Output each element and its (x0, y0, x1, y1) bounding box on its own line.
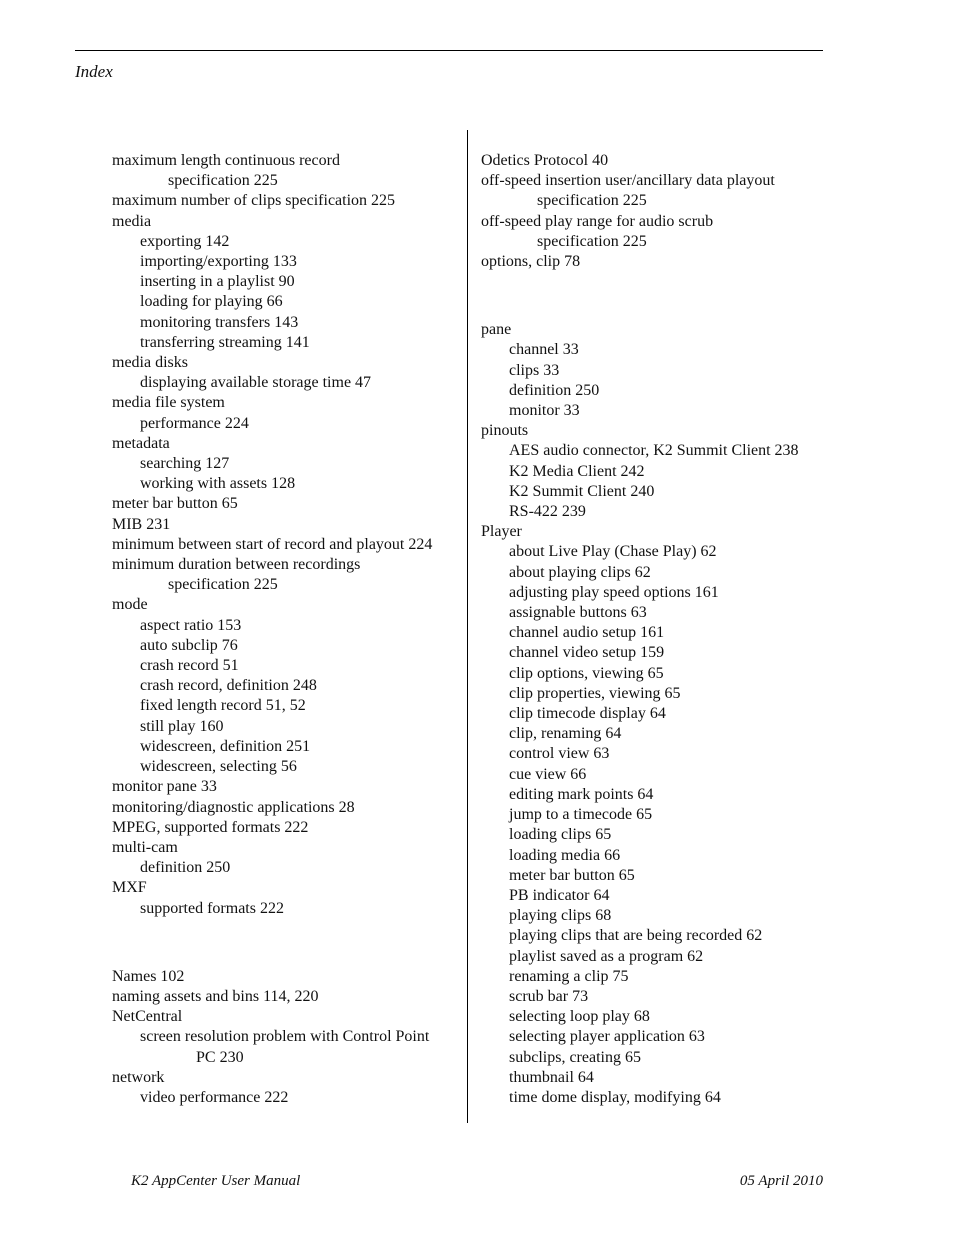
index-subentry: crash record, definition 248 (140, 677, 317, 695)
index-entry: monitor pane 33 (112, 778, 217, 796)
index-subentry: widescreen, selecting 56 (140, 758, 297, 776)
index-subentry: specification 225 (537, 232, 647, 250)
index-subentry: meter bar button 65 (509, 866, 635, 884)
index-entry: options, clip 78 (481, 253, 581, 271)
index-entry: naming assets and bins 114, 220 (112, 987, 319, 1005)
index-subentry: loading clips 65 (509, 826, 612, 844)
index-entry: off-speed play range for audio scrub (481, 212, 714, 230)
index-subentry: time dome display, modifying 64 (509, 1088, 721, 1106)
index-subentry: supported formats 222 (140, 899, 284, 917)
index-subentry: loading media 66 (509, 846, 621, 864)
column-divider (467, 130, 468, 1123)
index-entry: metadata (112, 434, 170, 452)
index-entry: MXF (112, 879, 147, 897)
index-entry: MIB 231 (112, 515, 171, 533)
section-gap (481, 272, 841, 320)
index-subentry: jump to a timecode 65 (509, 806, 653, 824)
index-entry: Player (481, 523, 522, 541)
index-column-right (481, 151, 841, 1108)
header-rule (75, 50, 823, 51)
footer-date: 05 April 2010 (739, 1173, 823, 1189)
index-subentry: channel 33 (509, 341, 579, 359)
index-subentry: clip, renaming 64 (509, 725, 622, 743)
index-subentry: widescreen, definition 251 (140, 737, 311, 755)
index-subentry: AES audio connector, K2 Summit Client 238 (509, 442, 799, 460)
index-subentry: playing clips that are being recorded 62 (509, 927, 763, 945)
index-subentry: aspect ratio 153 (140, 616, 242, 634)
index-subentry: specification 225 (168, 576, 278, 594)
index-subentry: fixed length record 51, 52 (140, 697, 306, 715)
index-subentry: video performance 222 (140, 1088, 289, 1106)
index-subentry: specification 225 (537, 192, 647, 210)
index-subentry: selecting loop play 68 (509, 1008, 650, 1026)
index-entry: pane (481, 321, 512, 339)
index-subentry: loading for playing 66 (140, 293, 283, 311)
index-entry: mode (112, 596, 148, 614)
index-subentry: performance 224 (140, 414, 249, 432)
index-subentry: importing/exporting 133 (140, 253, 297, 271)
index-subentry: definition 250 (509, 381, 600, 399)
footer-manual-title: K2 AppCenter User Manual (131, 1173, 301, 1189)
index-entry: media (112, 212, 152, 230)
index-subentry: crash record 51 (140, 657, 239, 675)
index-subentry: selecting player application 63 (509, 1028, 705, 1046)
index-subentry: adjusting play speed options 161 (509, 583, 719, 601)
section-gap (112, 919, 462, 967)
index-entry: pinouts (481, 422, 529, 440)
index-subentry: scrub bar 73 (509, 987, 589, 1005)
index-subentry: about playing clips 62 (509, 563, 651, 581)
index-subentry: specification 225 (168, 172, 278, 190)
index-subentry: clips 33 (509, 361, 560, 379)
index-column-left (112, 151, 462, 1108)
index-subentry: thumbnail 64 (509, 1068, 594, 1086)
index-entry: media disks (112, 354, 188, 372)
index-subentry: editing mark points 64 (509, 785, 654, 803)
index-subentry: K2 Media Client 242 (509, 462, 645, 480)
index-subentry: about Live Play (Chase Play) 62 (509, 543, 717, 561)
index-subentry: RS-422 239 (509, 503, 586, 521)
index-subentry: working with assets 128 (140, 475, 296, 493)
index-subentry: channel video setup 159 (509, 644, 665, 662)
index-subentry: auto subclip 76 (140, 636, 238, 654)
index-entry: off-speed insertion user/ancillary data playout (481, 172, 775, 190)
index-subentry: control view 63 (509, 745, 610, 763)
index-subentry: transferring streaming 141 (140, 333, 310, 351)
index-subentry: PB indicator 64 (509, 886, 610, 904)
index-entry: MPEG, supported formats 222 (112, 818, 309, 836)
index-entry: media file system (112, 394, 225, 412)
index-subentry: definition 250 (140, 859, 231, 877)
index-entry: meter bar button 65 (112, 495, 238, 513)
index-entry: monitoring/diagnostic applications 28 (112, 798, 355, 816)
index-subentry: channel audio setup 161 (509, 624, 665, 642)
index-subentry: cue view 66 (509, 765, 587, 783)
index-subentry: playlist saved as a program 62 (509, 947, 704, 965)
index-subentry: assignable buttons 63 (509, 604, 647, 622)
index-subentry: subclips, creating 65 (509, 1048, 641, 1066)
index-entry: Odetics Protocol 40 (481, 152, 609, 169)
index-subentry: exporting 142 (140, 232, 230, 250)
index-subentry: clip properties, viewing 65 (509, 684, 681, 702)
index-subentry: PC 230 (196, 1048, 244, 1066)
index-subentry: still play 160 (140, 717, 224, 735)
index-subentry: inserting in a playlist 90 (140, 273, 295, 291)
index-subentry: clip options, viewing 65 (509, 664, 664, 682)
index-entry: Names 102 (112, 967, 185, 985)
index-entry: network (112, 1068, 165, 1086)
index-entry: maximum number of clips specification 225 (112, 192, 396, 210)
index-subentry: K2 Summit Client 240 (509, 482, 655, 500)
index-entry: minimum duration between recordings (112, 556, 361, 574)
index-subentry: playing clips 68 (509, 907, 612, 925)
index-entry: multi-cam (112, 838, 178, 856)
index-subentry: screen resolution problem with Control Point (140, 1028, 430, 1046)
index-subentry: searching 127 (140, 455, 230, 473)
index-entry: minimum between start of record and playout 224 (112, 535, 433, 553)
index-subentry: monitor 33 (509, 402, 580, 420)
index-subentry: displaying available storage time 47 (140, 374, 372, 392)
index-subentry: clip timecode display 64 (509, 705, 666, 723)
index-entry: NetCentral (112, 1008, 183, 1026)
index-entry: maximum length continuous record (112, 152, 340, 169)
page-section-title: Index (75, 62, 113, 81)
index-subentry: monitoring transfers 143 (140, 313, 299, 331)
index-subentry: renaming a clip 75 (509, 967, 629, 985)
